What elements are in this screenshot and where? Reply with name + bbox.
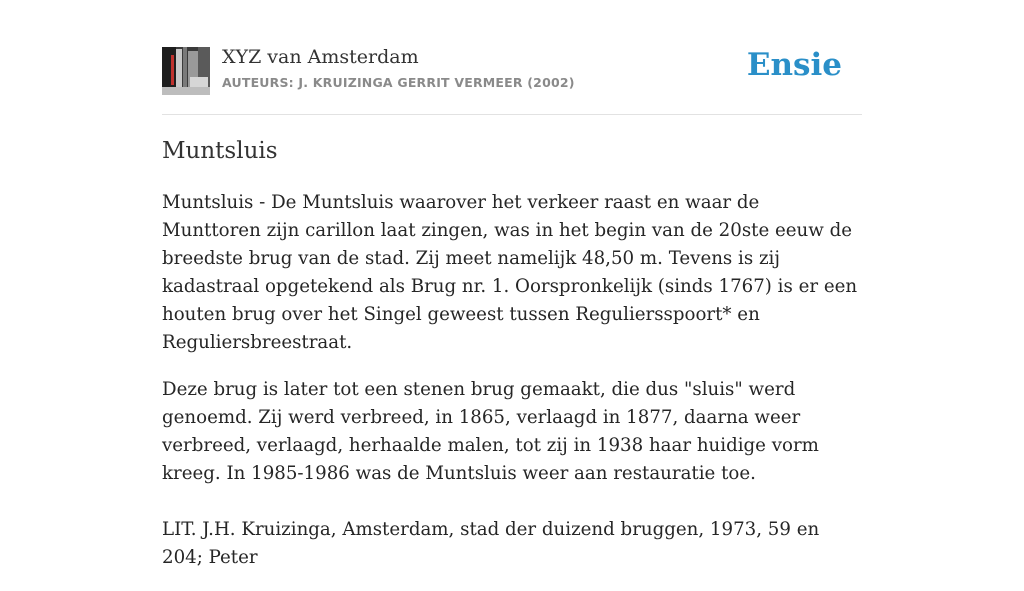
entry-header bbox=[162, 0, 862, 115]
literature-paragraph: LIT. J.H. Kruizinga, Amsterdam, stad der duizend bruggen, 1973, 59 en 204; Peter bbox=[162, 519, 820, 568]
source-authors: AUTEURS: J. KRUIZINGA GERRIT VERMEER (2002) bbox=[222, 75, 575, 90]
page-container bbox=[162, 0, 862, 568]
entry-title: Muntsluis bbox=[162, 138, 278, 164]
source-avatar[interactable] bbox=[162, 47, 210, 95]
entry-paragraph: Deze brug is later tot een stenen brug gemaakt, die dus "sluis" werd genoemd. Zij werd verbreed, in 1865, verlaagd in 1877, daarna weer verbreed, verlaagd, herhaalde malen, tot zij in 1938 haar huidige vorm kreeg. In 1985-1986 was de Muntsluis weer aan restauratie toe. bbox=[162, 379, 819, 484]
entry-body bbox=[162, 189, 862, 591]
book-cover-icon bbox=[162, 47, 210, 95]
ensie-logo-link[interactable]: Ensie bbox=[746, 47, 842, 83]
entry-paragraph: Muntsluis - De Muntsluis waarover het verkeer raast en waar de Munttoren zijn carillon laat zingen, was in het begin van de 20ste eeuw de breedste brug van de stad. Zij meet namelijk 48,50 m. Tevens is zij kadastraal opgetekend als Brug nr. 1. Oorspronkelijk (sinds 1767) is er een houten brug over het Singel geweest tussen Reguliersspoort* en Reguliersbreestraat. bbox=[162, 192, 858, 353]
source-title[interactable]: XYZ van Amsterdam bbox=[222, 46, 419, 68]
